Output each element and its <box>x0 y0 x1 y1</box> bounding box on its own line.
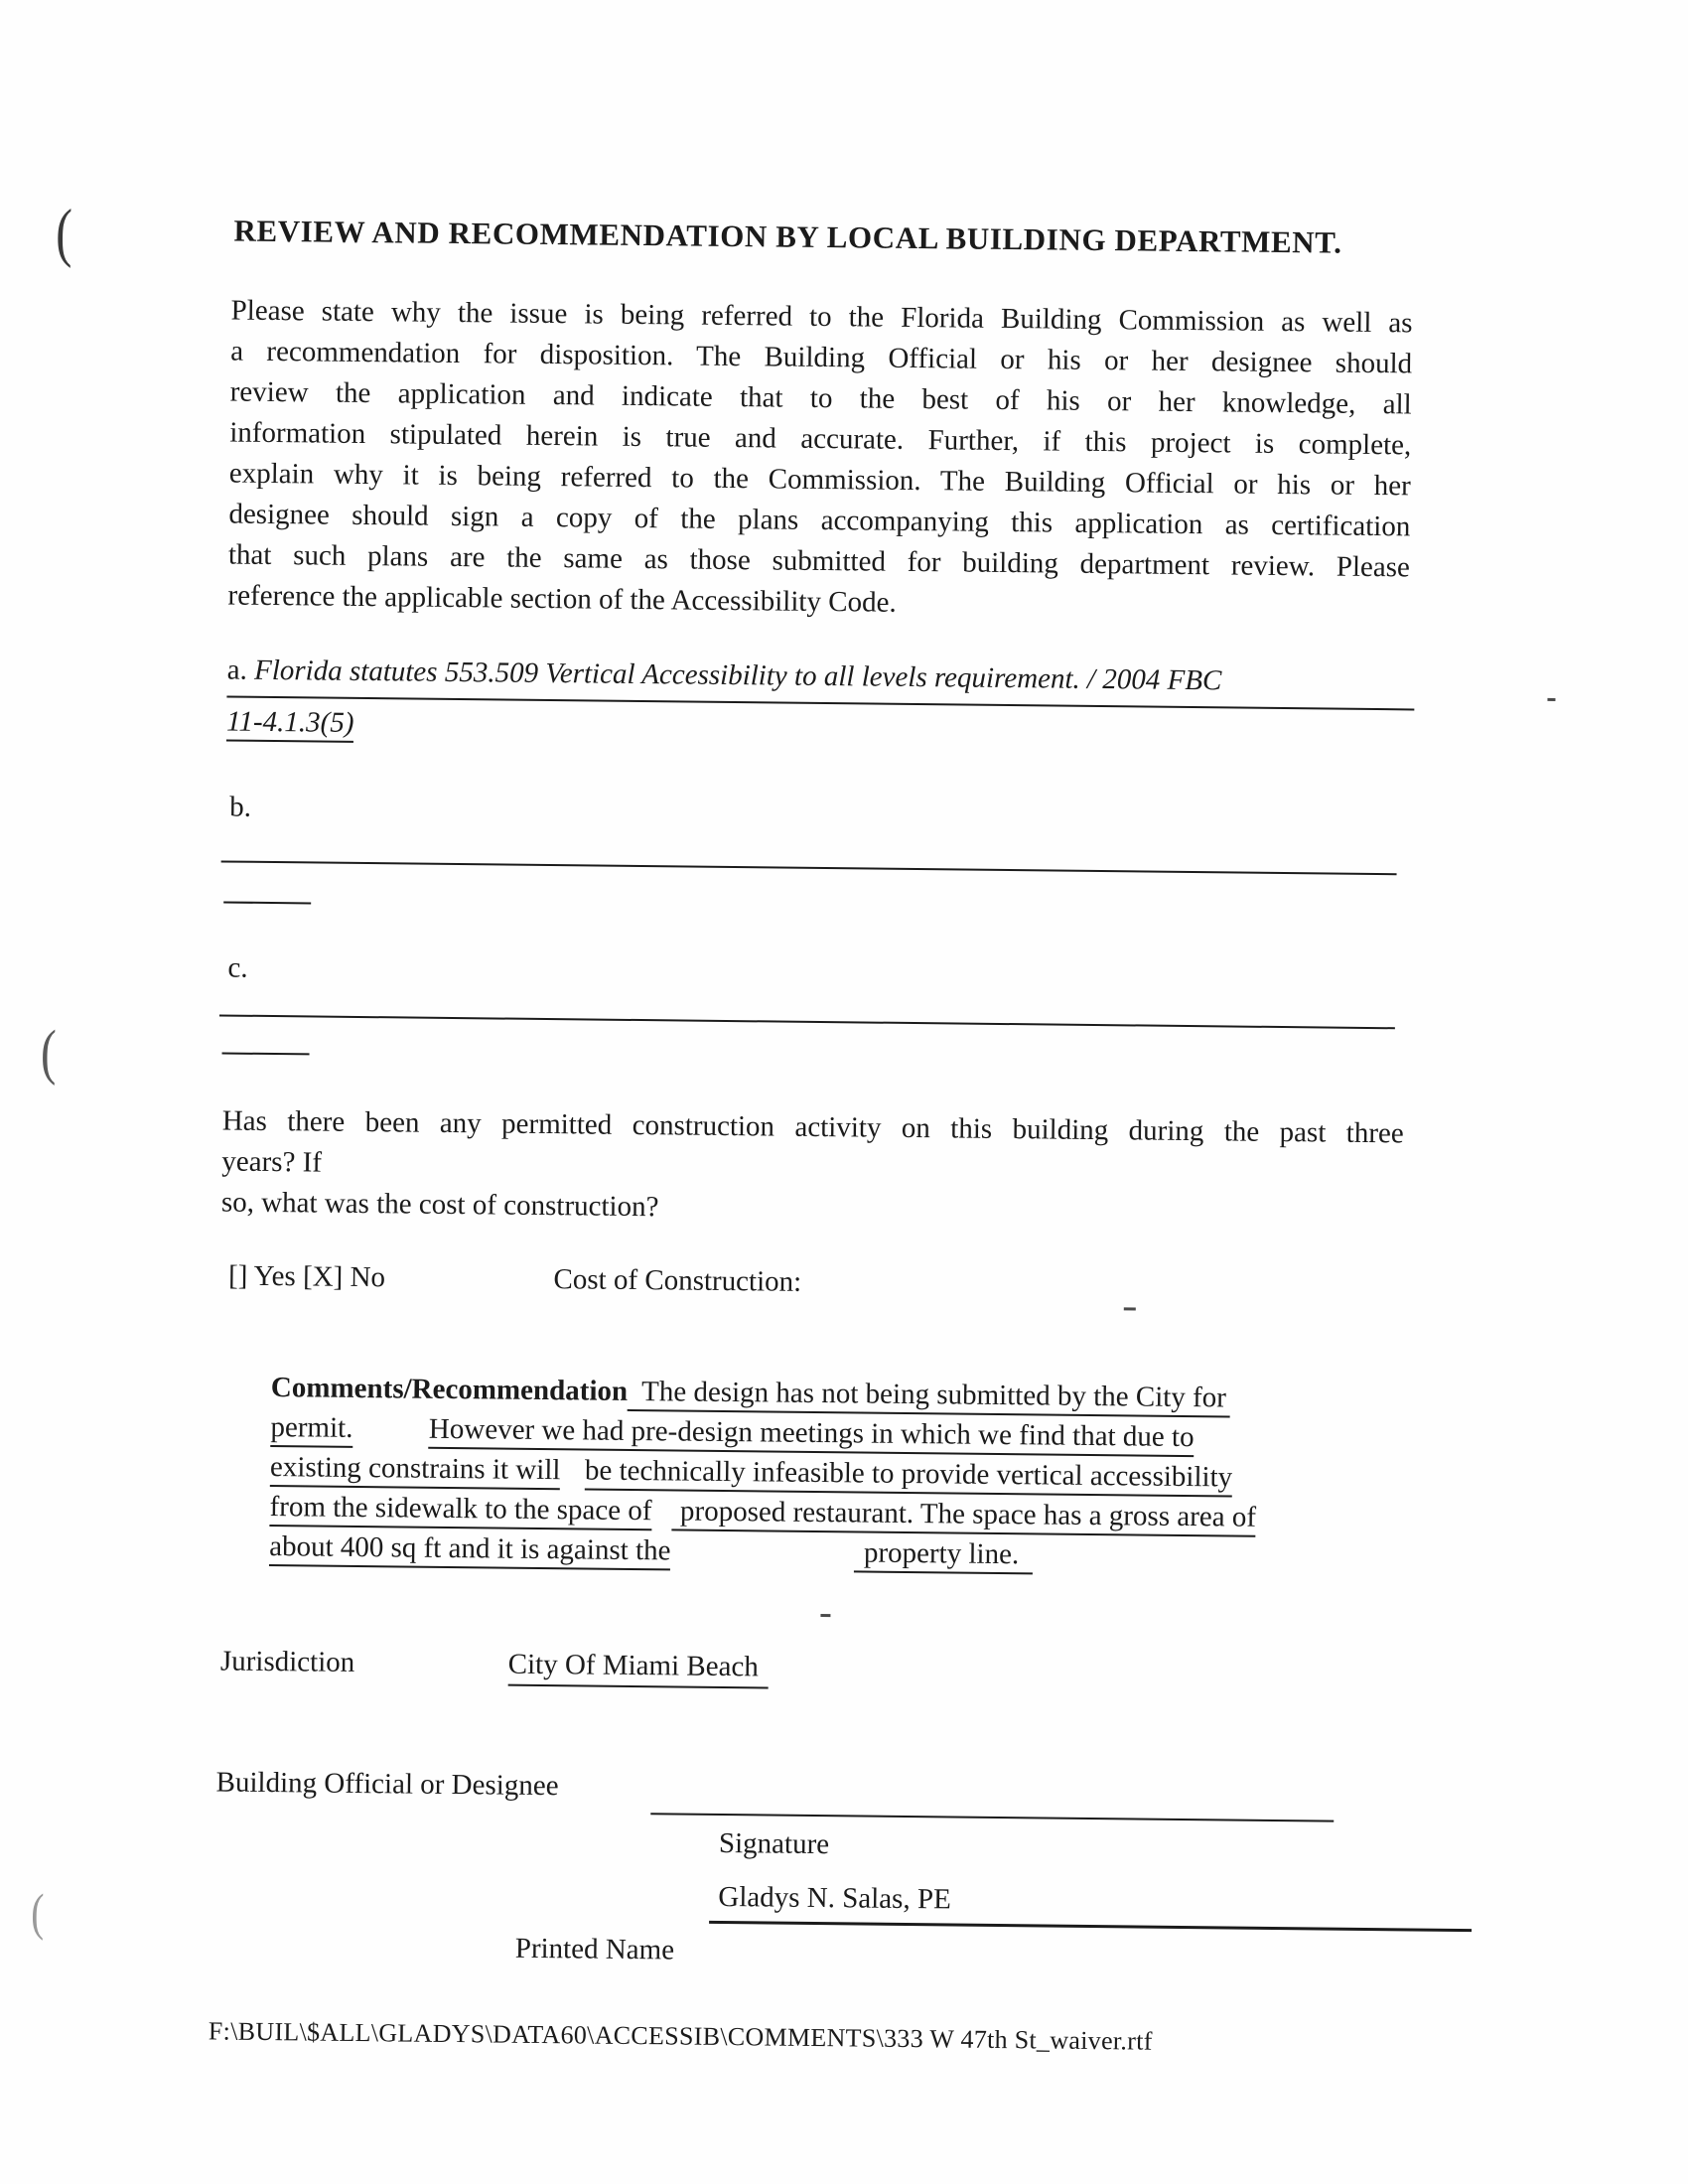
intro-line: reference the applicable section of the Accessibility Code. <box>227 579 897 619</box>
intro-line: explain why it is being referred to the Commission. The Building Official or his or her <box>228 457 1411 503</box>
comments-line-1 <box>271 1372 1230 1414</box>
comments-text: The design has not being submitted by the City for <box>640 1376 1227 1414</box>
cost-dash-mark <box>1124 1307 1136 1310</box>
item-a <box>226 651 1415 756</box>
yes-no-checkboxes: [] Yes [X] No <box>227 1259 386 1294</box>
handwritten-paren-bottom: ( <box>31 1884 45 1942</box>
item-a-citation-line2: 11-4.1.3(5) <box>226 706 354 743</box>
item-a-citation-line1: Florida statutes 553.509 Vertical Accessibility to all levels requirement. / 2004 FBC <box>253 654 1222 697</box>
blank-line-c-short <box>222 1052 310 1055</box>
comments-text: from the sidewalk to the space of <box>269 1491 651 1530</box>
yes-no-cost-row <box>228 1256 802 1303</box>
handwritten-paren-middle: ( <box>40 1018 57 1087</box>
comments-line-3 <box>270 1451 1232 1494</box>
signature-line <box>650 1813 1334 1821</box>
comments-text: be technically infeasible to provide vertical accessibility <box>585 1454 1233 1497</box>
intro-paragraph <box>227 291 1412 630</box>
stray-dash-mark <box>820 1614 830 1617</box>
construction-question-line: Has there been any permitted construction activity on this building during the past three <box>221 1104 1404 1150</box>
file-path-footer: F:\BUIL\$ALL\GLADYS\DATA60\ACCESSIB\COMMENTS\333 W 47th St_waiver.rtf <box>208 2016 1153 2056</box>
blank-line-c <box>219 1014 1395 1029</box>
spacer <box>392 1286 546 1288</box>
intro-line: a recommendation for disposition. The Building Official or his or her designee should <box>230 335 1413 380</box>
comments-text: property line. <box>854 1536 1034 1574</box>
comments-line-4 <box>269 1491 1256 1534</box>
comments-text: existing constrains it will <box>270 1451 561 1490</box>
printed-name-label: Printed Name <box>514 1932 675 1966</box>
gap <box>678 1559 847 1561</box>
jurisdiction-row <box>220 1642 769 1688</box>
intro-line: information stipulated herein is true and accurate. Further, if this project is complete, <box>229 416 1412 462</box>
cost-of-construction-label: Cost of Construction: <box>553 1263 802 1298</box>
handwritten-paren-top: ( <box>55 196 73 269</box>
spacer <box>361 1672 500 1674</box>
section-title: REVIEW AND RECOMMENDATION BY LOCAL BUILDING DEPARTMENT. <box>233 213 1342 260</box>
jurisdiction-label: Jurisdiction <box>219 1645 355 1678</box>
comments-line-2 <box>270 1411 1194 1454</box>
intro-line: review the application and indicate that to the best of his or her knowledge, all <box>229 375 1412 421</box>
item-c-label: c. <box>227 951 248 984</box>
stray-dot-mark <box>1547 698 1555 701</box>
construction-question-line: so, what was the cost of construction? <box>220 1186 659 1224</box>
jurisdiction-value: City Of Miami Beach <box>508 1649 769 1689</box>
comments-text: about 400 sq ft and it is against the <box>269 1530 671 1570</box>
blank-line-b-short <box>223 901 311 904</box>
intro-line: that such plans are the same as those submitted for building department review. Please <box>227 538 1411 584</box>
intro-line: designee should sign a copy of the plans accompanying this application as certification <box>228 498 1411 543</box>
construction-question <box>221 1100 1404 1236</box>
item-b-label: b. <box>229 791 252 823</box>
item-a-label: a. <box>226 654 248 686</box>
comments-text: permit. <box>270 1411 352 1448</box>
comments-line-5 <box>269 1530 1033 1571</box>
printed-name-value: Gladys N. Salas, PE <box>718 1880 951 1916</box>
signature-label: Signature <box>718 1826 830 1861</box>
blank-line-b <box>221 860 1397 875</box>
gap <box>360 1437 422 1438</box>
building-official-label: Building Official or Designee <box>215 1766 559 1803</box>
comments-text: proposed restaurant. The space has a gross area of <box>672 1495 1256 1536</box>
construction-question-line: years? If <box>221 1145 323 1179</box>
printed-name-line <box>709 1921 1472 1932</box>
comments-label: Comments/Recommendation <box>270 1372 629 1407</box>
comments-text: However we had pre-design meetings in which we find that due to <box>429 1413 1195 1457</box>
intro-line: Please state why the issue is being referred to the Florida Building Commission as well as <box>230 294 1413 340</box>
